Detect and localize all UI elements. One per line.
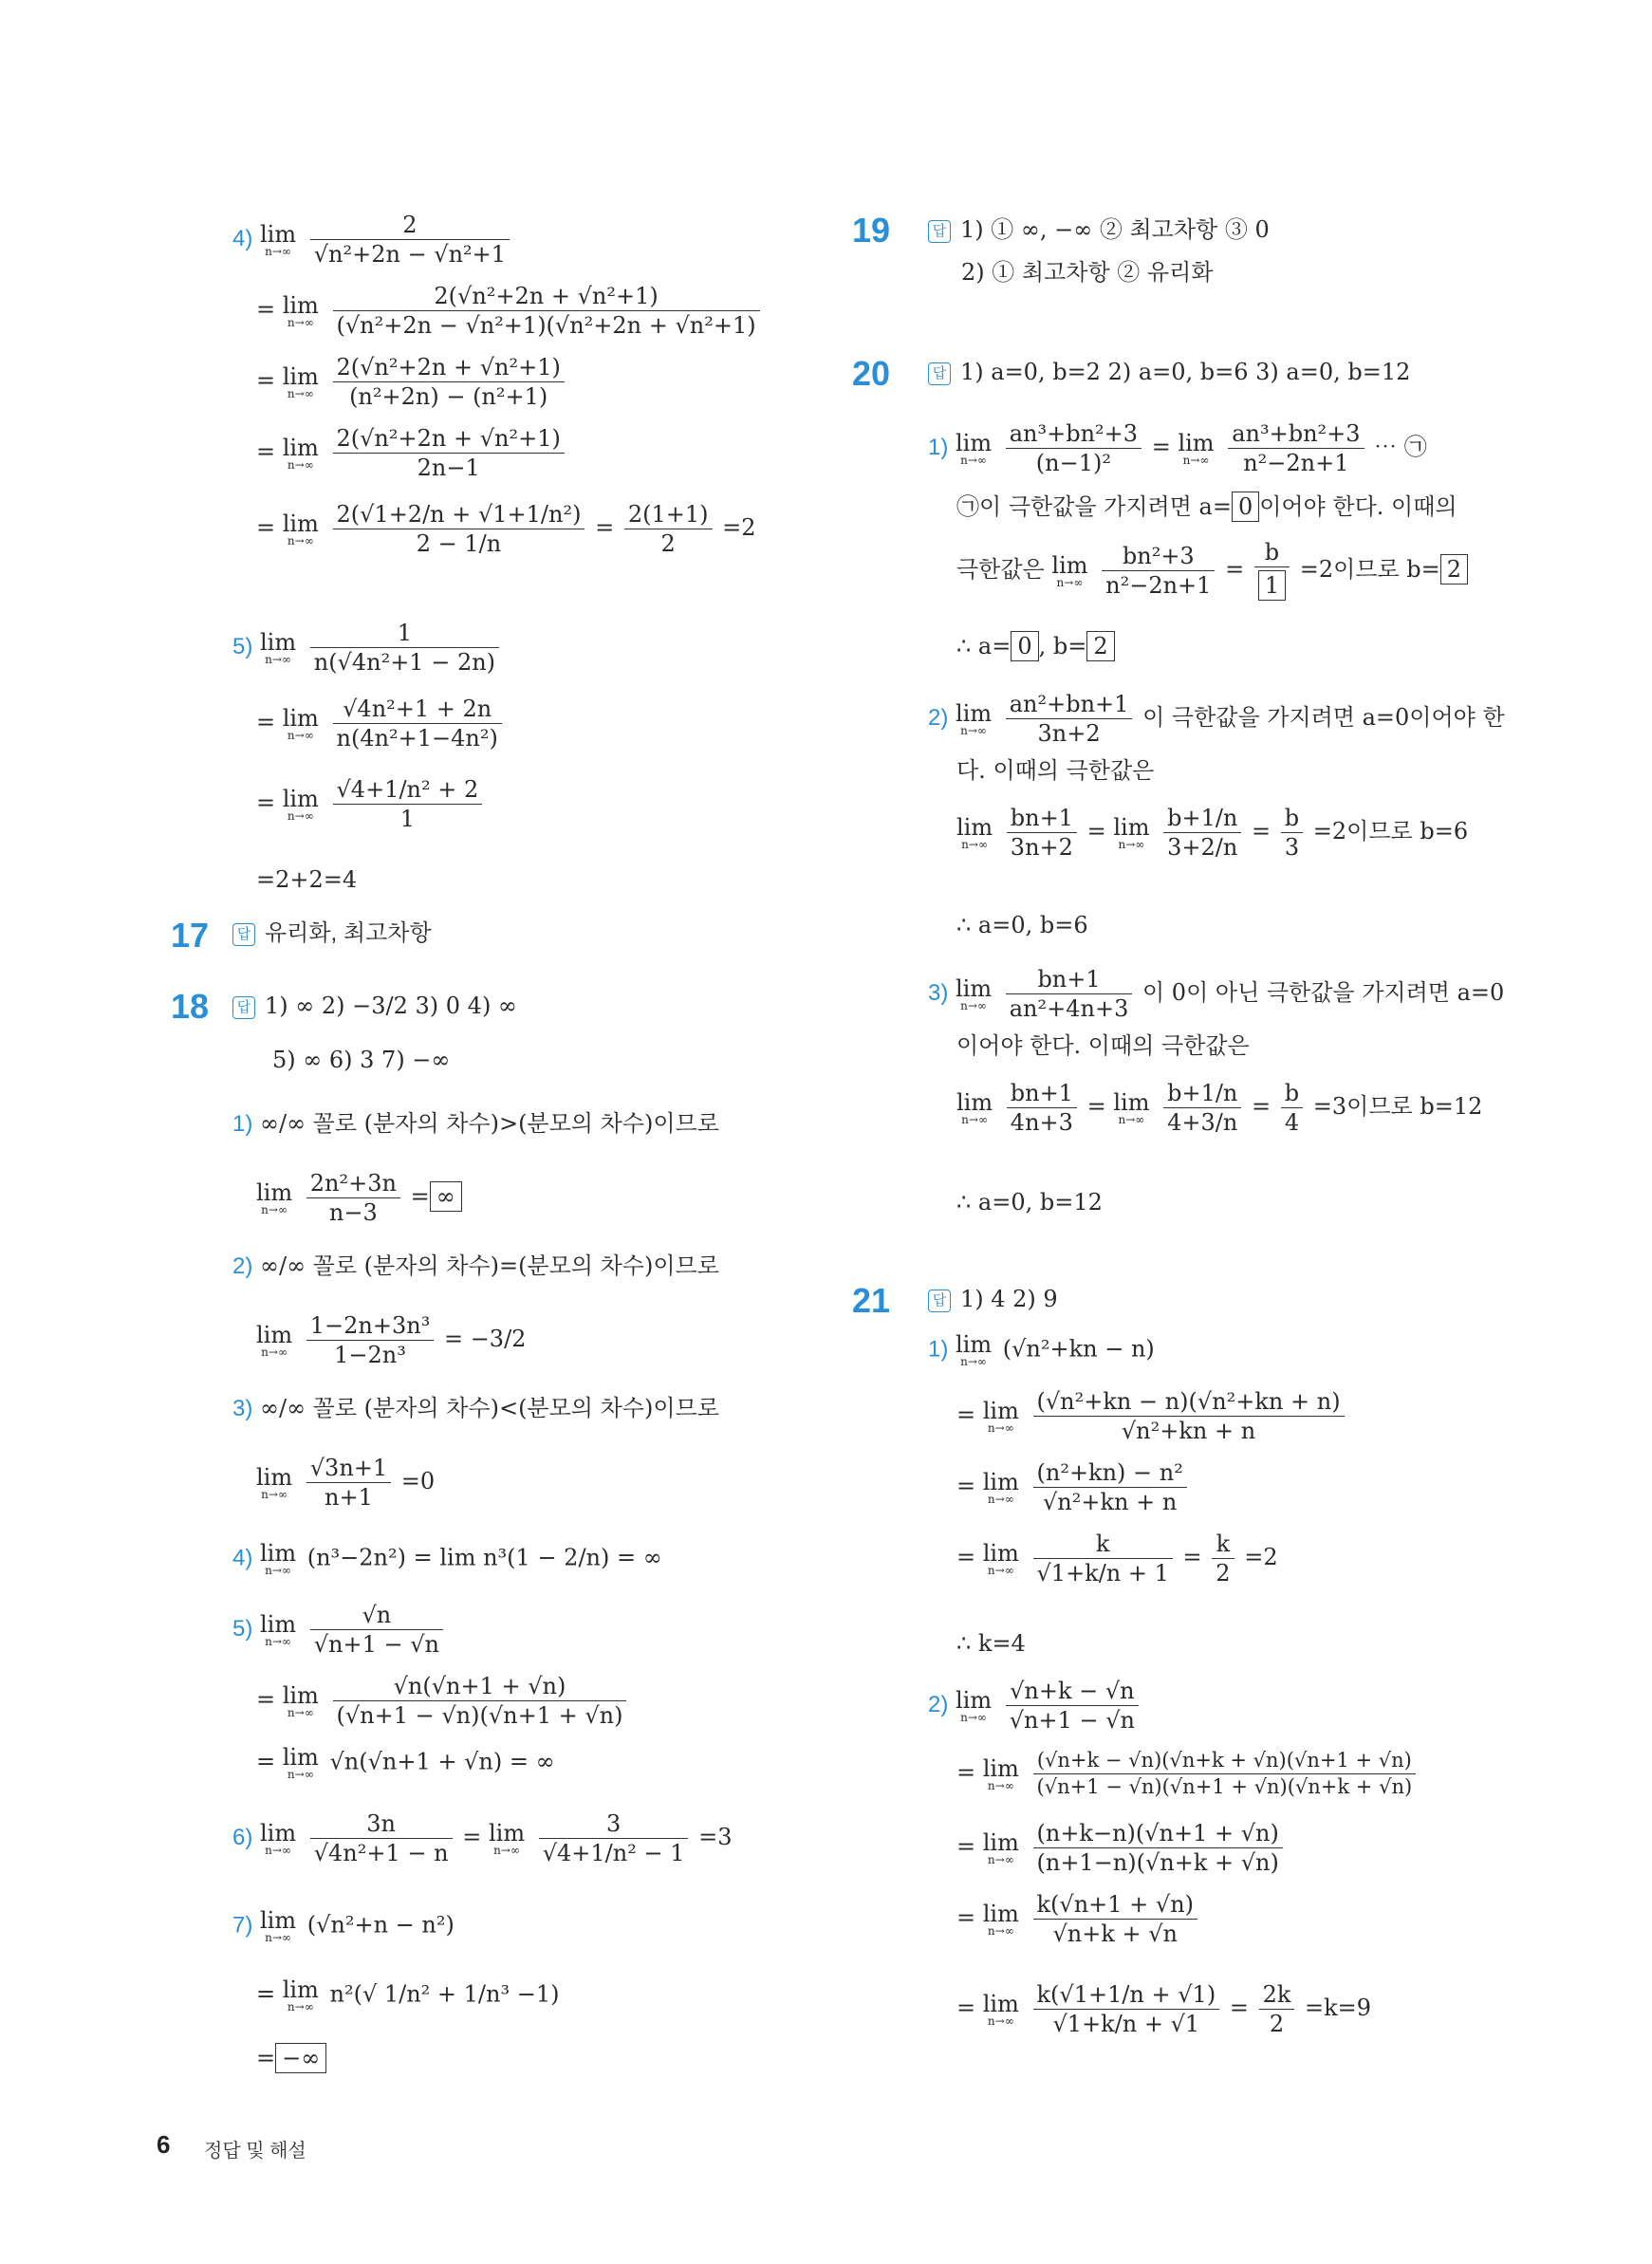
question-20-answers: 답 1) a=0, b=2 2) a=0, b=6 3) a=0, b=12 bbox=[928, 361, 1410, 385]
q20-step1-text2: 극한값은 lim n→∞ $\frac{\text{bn²+3}}{\text{n²−2n+1}}$ = $\frac{b}{1}$ =2이므로 b= 2 bbox=[956, 541, 1468, 601]
q20-step2-eq: lim n→∞ $\frac{bn+1}{3n+2}$ = lim n→∞ $\frac{b+1/n}{3+2/n}$ = $\frac{b}{3}$ =2이므로 b=6 bbox=[956, 805, 1469, 861]
q18-step7-line3: = −∞ bbox=[256, 2043, 326, 2073]
footer-section-title: 정답 및 해설 bbox=[204, 2141, 306, 2162]
q18-step5-line1: 5) lim n→∞ $\frac{√n}{√n+1 - √n}$ bbox=[232, 1604, 446, 1656]
q20-step3-conclusion: ∴ a=0, b=12 bbox=[956, 1189, 1103, 1216]
question-19-answer-line1: 답 1) ① ∞, −∞ ② 최고차항 ③ 0 bbox=[928, 218, 1270, 243]
q18-step1-text: 1) ∞/∞ 꼴로 (분자의 차수)>(분모의 차수)이므로 bbox=[232, 1110, 719, 1137]
solution-16-5-line4: =2+2=4 bbox=[256, 866, 358, 893]
q18-step3-text: 3) ∞/∞ 꼴로 (분자의 차수)<(분모의 차수)이므로 bbox=[232, 1395, 719, 1421]
answer-tag-icon: 답 bbox=[232, 996, 255, 1019]
question-19-answer-line2: 2) ① 최고차항 ② 유리화 bbox=[961, 259, 1214, 286]
q18-step7-line1: 7) lim n→∞ (√n²+n − n²) bbox=[232, 1907, 455, 1944]
answer-box: ∞ bbox=[430, 1181, 462, 1212]
q18-step3-eq: lim n→∞ $\frac{√3n+1}{n+1}$ =0 bbox=[256, 1455, 436, 1511]
answer-box: −∞ bbox=[275, 2043, 326, 2073]
q20-step3-line1: 3) lim n→∞ $\frac{bn+1}{\text{an²+4n+3}}$ 이 0이 아닌 극한값을 가지려면 a=0 bbox=[928, 966, 1505, 1022]
question-20-number: 20 bbox=[852, 354, 891, 393]
question-21-number: 21 bbox=[852, 1281, 891, 1320]
q21-step2-line4: = lim n→∞ $\frac{k(√n+1 + √n)}{√n+k + √n}$ bbox=[956, 1893, 1200, 1945]
answer-tag-icon: 답 bbox=[928, 220, 951, 243]
q21-step1-line1: 1) lim n→∞ (√n²+kn − n) bbox=[928, 1331, 1155, 1368]
q18-step2-text: 2) ∞/∞ 꼴로 (분자의 차수)=(분모의 차수)이므로 bbox=[232, 1253, 719, 1279]
q20-step2-line1: 2) lim n→∞ $\frac{\text{an²+bn+1}}{3n+2}$ 이 극한값을 가지려면 a=0이어야 한 bbox=[928, 691, 1505, 747]
q18-step1-eq: lim n→∞ $\frac{\text{2n²+3n}}{n-3}$ = ∞ bbox=[256, 1172, 462, 1224]
q21-step2-line2: = lim n→∞ $\frac{(√n+k - √n)(√n+k + √n)(√n+1 + √n)}{(√n+1 - √n)(√n+1 + √n)(√n+k + √n)}$ bbox=[956, 1751, 1419, 1797]
solution-16-5-line2: = lim n→∞ $\frac{\text{√4n²+1 + 2n}}{\text{n(4n²+1−4n²)}}$ bbox=[256, 697, 505, 750]
answer-box: 0 bbox=[1232, 492, 1259, 522]
answer-box: 1 bbox=[1258, 570, 1286, 601]
q21-step2-line3: = lim n→∞ $\frac{(n+k-n)(√n+1 + √n)}{(n+1-n)(√n+k + √n)}$ bbox=[956, 1822, 1286, 1874]
question-17-number: 17 bbox=[171, 916, 210, 955]
answer-box: 2 bbox=[1086, 631, 1114, 661]
q21-step1-line4: = lim n→∞ $\frac{k}{√1+k/n + 1}$ = $\frac{k}{2}$ =2 bbox=[956, 1531, 1278, 1587]
q18-step4: 4) lim n→∞ (n³−2n²) = lim n³(1 − 2/n) = ∞ bbox=[232, 1540, 662, 1577]
answer-tag-icon: 답 bbox=[928, 362, 951, 385]
solution-16-4-line5: = lim n→∞ $\frac{\text{2(√1+2/n + √1+1/n²)}}{2 - 1/n}$ = $\frac{2(1+1)}{2}$ =2 bbox=[256, 501, 756, 557]
q18-step5-line2: = lim n→∞ $\frac{√n(√n+1 + √n)}{(√n+1 - √n)(√n+1 + √n)}$ bbox=[256, 1675, 629, 1727]
q18-step5-line3: = lim n→∞ √n(√n+1 + √n) = ∞ bbox=[256, 1744, 555, 1781]
q20-step2-conclusion: ∴ a=0, b=6 bbox=[956, 912, 1088, 938]
solution-16-5-line3: = lim n→∞ $\frac{\text{√4+1/n² + 2}}{1}$ bbox=[256, 778, 485, 830]
question-18-answers-line2: 5) ∞ 6) 3 7) −∞ bbox=[272, 1047, 451, 1073]
page-number: 6 bbox=[157, 2130, 171, 2159]
answer-box: 2 bbox=[1440, 554, 1468, 585]
q21-step1-conclusion: ∴ k=4 bbox=[956, 1630, 1026, 1657]
question-21-answers: 답 1) 4 2) 9 bbox=[928, 1288, 1058, 1312]
solution-16-4-line3: = lim n→∞ $\frac{\text{2(√n²+2n + √n²+1)}}{\text{(n²+2n) − (n²+1)}}$ bbox=[256, 356, 567, 408]
q20-step3-line2: 이어야 한다. 이때의 극한값은 bbox=[956, 1032, 1250, 1059]
q20-step1-conclusion: ∴ a= 0 , b= 2 bbox=[956, 631, 1115, 661]
q18-step2-eq: lim n→∞ $\frac{\text{1−2n+3n³}}{\text{1−2n³}}$ = −3/2 bbox=[256, 1312, 527, 1368]
question-18-answers-line1: 답 1) ∞ 2) −3/2 3) 0 4) ∞ bbox=[232, 994, 517, 1019]
solution-16-4-line2: = lim n→∞ $\frac{\text{2(√n²+2n + √n²+1)}}{\text{(√n²+2n − √n²+1)(√n²+2n + √n²+1)}}$ bbox=[256, 285, 763, 337]
answer-tag-icon: 답 bbox=[232, 923, 255, 946]
q18-step6: 6) lim n→∞ $\frac{3n}{\text{√4n²+1 − n}}$ = lim n→∞ $\frac{3}{\text{√4+1/n² − 1}}$ =3 bbox=[232, 1810, 733, 1866]
q18-step7-line2: = lim n→∞ n²(√ 1/n² + 1/n³ −1) bbox=[256, 1976, 560, 2013]
solution-16-4-line4: = lim n→∞ $\frac{\text{2(√n²+2n + √n²+1)}}{2n-1}$ bbox=[256, 427, 567, 479]
question-17-answer: 답 유리화, 최고차항 bbox=[232, 922, 432, 946]
solution-16-5-line1: 5) lim n→∞ $\frac{1}{\text{n(√4n²+1 − 2n)}}$ bbox=[232, 622, 502, 674]
q21-step1-line2: = lim n→∞ $\frac{\text{(√n²+kn − n)(√n²+kn + n)}}{\text{√n²+kn + n}}$ bbox=[956, 1390, 1347, 1442]
answer-tag-icon: 답 bbox=[928, 1290, 951, 1312]
question-19-number: 19 bbox=[852, 211, 891, 250]
q20-step2-line2: 다. 이때의 극한값은 bbox=[956, 757, 1155, 784]
q21-step1-line3: = lim n→∞ $\frac{\text{(n²+kn) − n²}}{\text{√n²+kn + n}}$ bbox=[956, 1461, 1190, 1513]
answer-box: 0 bbox=[1011, 631, 1038, 661]
q20-step1-eq: 1) lim n→∞ $\frac{\text{an³+bn²+3}}{\text{(n−1)²}}$ = lim n→∞ $\frac{\text{an³+bn²+3}}{\text{n²−2n+1}}$ ⋯ ㉠ bbox=[928, 420, 1427, 476]
question-18-number: 18 bbox=[171, 987, 210, 1026]
q20-step1-text1: ㉠이 극한값을 가지려면 a= 0 이어야 한다. 이때의 bbox=[956, 493, 1457, 520]
q21-step2-line1: 2) lim n→∞ $\frac{√n+k - √n}{√n+1 - √n}$ bbox=[928, 1679, 1142, 1732]
q20-step3-eq: lim n→∞ $\frac{bn+1}{4n+3}$ = lim n→∞ $\frac{b+1/n}{4+3/n}$ = $\frac{b}{4}$ =3이므로 b=12 bbox=[956, 1080, 1483, 1136]
solution-16-4-line1: 4) lim n→∞ $\frac{2}{\text{√n²+2n − √n²+1}}$ bbox=[232, 213, 512, 266]
q21-step2-line5: = lim n→∞ $\frac{k(√1+1/n + √1)}{√1+k/n + √1}$ = $\frac{2k}{2}$ =k=9 bbox=[956, 1981, 1372, 2037]
